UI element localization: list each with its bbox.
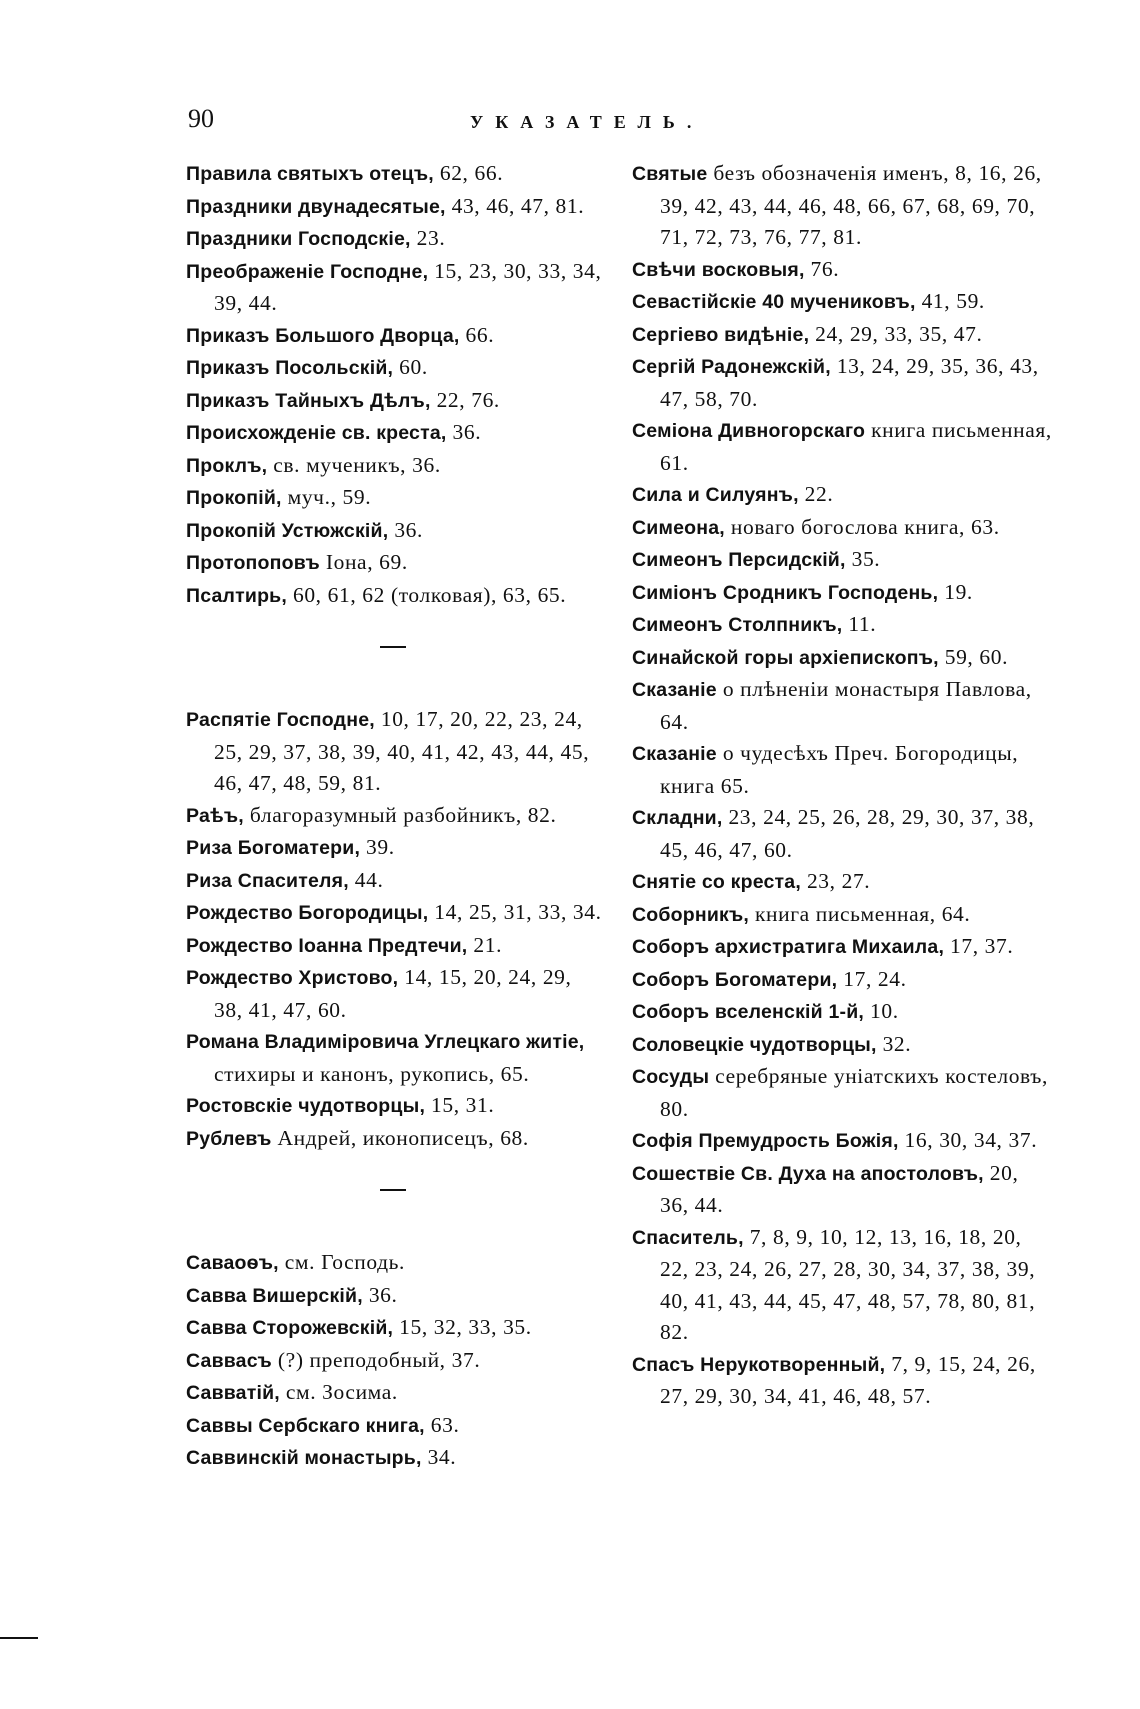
entry-head: Симіонъ Сродникъ Господень, xyxy=(632,581,939,604)
index-entry xyxy=(632,1029,1052,1062)
entry-refs: св. мученикъ, 36. xyxy=(267,452,441,477)
entry-head: Савва Сторожевскій, xyxy=(186,1317,394,1339)
entry-refs: новаго богослова книга, 63. xyxy=(724,514,1000,539)
entry-refs: 21. xyxy=(467,932,503,957)
index-entry xyxy=(186,385,604,418)
entry-head: Сила и Силуянъ, xyxy=(632,484,799,506)
entry-head: Сосуды xyxy=(632,1066,710,1088)
index-entry xyxy=(632,286,1052,319)
entry-refs: Андрей, иконописецъ, 68. xyxy=(271,1125,529,1150)
entry-head: Приказъ Посольскій, xyxy=(186,357,394,379)
entry-head: Синайской горы архіепископъ, xyxy=(632,646,939,669)
index-entry xyxy=(186,1090,604,1123)
index-entry xyxy=(186,158,604,191)
entry-head: Снятіе со креста, xyxy=(632,871,801,893)
entry-refs: 66. xyxy=(459,322,495,347)
index-entry xyxy=(186,800,604,833)
entry-head: Приказъ Тайныхъ Дѣлъ, xyxy=(186,389,431,412)
index-entry xyxy=(186,1280,604,1313)
index-entry xyxy=(632,158,1052,254)
entry-head: Распятіе Господне, xyxy=(186,709,375,731)
entry-head: Складни, xyxy=(632,807,723,829)
entry-refs: 17, 24. xyxy=(837,966,907,991)
entry-head: Соборъ Богоматери, xyxy=(632,968,838,991)
index-entry xyxy=(186,191,604,224)
entry-head: Савва Вишерскій, xyxy=(186,1284,363,1307)
entry-refs: 15, 32, 33, 35. xyxy=(393,1315,532,1339)
entry-refs: 15, 23, 30, 33, 34, 39, 44. xyxy=(214,258,602,315)
entry-head: Свѣчи восковыя, xyxy=(632,258,805,281)
entry-head: Савватій, xyxy=(186,1382,280,1404)
index-entry xyxy=(632,351,1052,415)
index-entry xyxy=(632,1349,1052,1413)
entry-refs: (?) преподобный, 37. xyxy=(271,1347,481,1372)
entry-refs: серебряные уніатскихъ костеловъ, 80. xyxy=(660,1064,1048,1121)
entry-refs: 60. xyxy=(393,355,428,379)
index-entry xyxy=(632,415,1052,479)
entry-head: Сошествіе Св. Духа на апостоловъ, xyxy=(632,1162,984,1185)
entry-refs: 34. xyxy=(421,1445,457,1469)
entry-refs: 17, 37. xyxy=(944,934,1014,958)
entry-head: Раѣъ, xyxy=(186,804,244,827)
entry-head: Сергій Радонежскій, xyxy=(632,356,831,378)
entry-head: Соборникъ, xyxy=(632,903,750,926)
margin-dash-mark xyxy=(0,1637,38,1639)
index-entry xyxy=(186,1123,604,1156)
entry-refs: 23. xyxy=(410,226,446,250)
index-entry xyxy=(632,1158,1052,1222)
entry-refs: 63. xyxy=(424,1412,460,1437)
entry-refs: 11. xyxy=(842,612,877,636)
entry-refs: 14, 25, 31, 33, 34. xyxy=(428,900,602,924)
entry-refs: благоразумный разбойникъ, 82. xyxy=(243,802,557,827)
entry-refs: 36. xyxy=(446,420,482,444)
index-entry xyxy=(186,417,604,450)
entry-head: Семіона Дивногорскаго xyxy=(632,420,866,442)
index-entry xyxy=(632,899,1052,932)
entry-refs: 59, 60. xyxy=(938,644,1009,669)
entry-refs: 23, 27. xyxy=(800,869,871,893)
right-column xyxy=(632,158,1052,1413)
index-entry xyxy=(632,931,1052,964)
entry-head: Саваоѳъ, xyxy=(186,1252,279,1274)
index-entry xyxy=(632,254,1052,287)
index-entry xyxy=(186,1026,604,1090)
index-entry xyxy=(632,512,1052,545)
index-entry xyxy=(632,577,1052,610)
entry-refs: о чудесѣхъ Преч. Богородицы, книга 65. xyxy=(660,741,1019,798)
entry-refs: 14, 15, 20, 24, 29, 38, 41, 47, 60. xyxy=(214,965,572,1022)
index-entry xyxy=(632,964,1052,997)
entry-refs: 39. xyxy=(360,835,395,859)
entry-refs: безъ обозначенія именъ, 8, 16, 26, 39, 42, 43, 44, 46, 48, 66, 67, 68, 69, 70, 71, 72, 73, 76, 77, 81. xyxy=(660,161,1042,249)
entry-head: Святые xyxy=(632,163,708,185)
entry-refs: 35. xyxy=(845,547,881,571)
entry-refs: 16, 30, 34, 37. xyxy=(898,1128,1038,1152)
entry-head: Праздники двунадесятые, xyxy=(186,195,446,218)
entry-head: Симеона, xyxy=(632,516,725,539)
index-group-r xyxy=(186,704,604,1155)
index-entry xyxy=(186,1377,604,1410)
entry-refs: 36. xyxy=(388,517,423,542)
entry-head: Софія Премудрость Божія, xyxy=(632,1130,899,1152)
index-entry xyxy=(632,738,1052,802)
index-entry xyxy=(186,704,604,800)
entry-head: Риза Спасителя, xyxy=(186,869,349,892)
index-entry xyxy=(186,930,604,963)
entry-refs: 20, 36, 44. xyxy=(660,1160,1019,1217)
index-entry xyxy=(632,609,1052,642)
index-entry xyxy=(186,865,604,898)
index-entry xyxy=(632,1125,1052,1158)
entry-refs: 13, 24, 29, 35, 36, 43, 47, 58, 70. xyxy=(660,354,1039,411)
entry-head: Симеонъ Персидскій, xyxy=(632,549,846,571)
index-group-s xyxy=(186,1247,604,1475)
entry-head: Рождество Христово, xyxy=(186,967,399,989)
index-entry xyxy=(186,580,604,613)
entry-refs: муч., 59. xyxy=(281,485,372,509)
entry-refs: 7, 9, 15, 24, 26, 27, 29, 30, 34, 41, 46, 48, 57. xyxy=(660,1351,1036,1408)
entry-head: Соловецкіе чудотворцы, xyxy=(632,1033,877,1056)
entry-head: Преображеніе Господне, xyxy=(186,260,429,283)
entry-head: Саввинскій монастырь, xyxy=(186,1447,422,1469)
entry-refs: 7, 8, 9, 10, 12, 13, 16, 18, 20, 22, 23, 24, 26, 27, 28, 30, 34, 37, 38, 39, 40, 41, 43, 44, 45, 47, 48, 57, 78, 80, 81, 82. xyxy=(660,1224,1036,1344)
entry-refs: см. Господь. xyxy=(278,1250,405,1274)
index-entry xyxy=(632,674,1052,738)
index-entry xyxy=(632,866,1052,899)
index-entry xyxy=(632,1061,1052,1125)
entry-head: Правила святыхъ отецъ, xyxy=(186,163,434,185)
index-entry xyxy=(632,642,1052,675)
entry-head: Приказъ Большого Дворца, xyxy=(186,324,460,347)
entry-refs: 10, 17, 20, 22, 23, 24, 25, 29, 37, 38, 39, 40, 41, 42, 43, 44, 45, 46, 47, 48, 59, 81. xyxy=(214,707,590,795)
entry-head: Сергіево видѣніе, xyxy=(632,323,810,346)
entry-head: Прокопій Устюжскій, xyxy=(186,519,389,542)
entry-refs: 36. xyxy=(362,1282,398,1307)
entry-head: Соборъ вселенскій 1-й, xyxy=(632,1001,865,1023)
index-group-p xyxy=(186,158,604,612)
index-entry xyxy=(186,832,604,865)
entry-refs: 24, 29, 33, 35, 47. xyxy=(809,321,983,346)
index-entry xyxy=(186,352,604,385)
index-entry xyxy=(186,547,604,580)
entry-refs: см. Зосима. xyxy=(279,1380,398,1404)
entry-head: Прокопій, xyxy=(186,487,282,509)
entry-refs: 19. xyxy=(938,579,973,604)
entry-refs: Іона, 69. xyxy=(319,550,408,574)
entry-head: Севастійскіе 40 мучениковъ, xyxy=(632,291,916,313)
entry-head: Сказаніе xyxy=(632,743,717,765)
entry-head: Псалтирь, xyxy=(186,584,287,607)
entry-head: Спасъ Нерукотворенный, xyxy=(632,1353,886,1376)
left-column xyxy=(186,158,604,1475)
index-entry xyxy=(186,515,604,548)
entry-refs: 41, 59. xyxy=(915,289,985,313)
running-title: УКАЗАТЕЛЬ. xyxy=(470,112,704,132)
index-entry xyxy=(186,256,604,320)
index-entry xyxy=(632,479,1052,512)
entry-head: Рождество Іоанна Предтечи, xyxy=(186,934,468,957)
entry-refs: 23, 24, 25, 26, 28, 29, 30, 37, 38, 45, 46, 47, 60. xyxy=(660,805,1035,862)
entry-refs: 60, 61, 62 (толковая), 63, 65. xyxy=(287,582,567,607)
index-entry xyxy=(632,544,1052,577)
index-entry xyxy=(186,1345,604,1378)
entry-refs: 43, 46, 47, 81. xyxy=(445,193,585,218)
index-entry xyxy=(186,320,604,353)
index-entry xyxy=(632,802,1052,866)
entry-refs: книга письменная, 61. xyxy=(660,418,1052,475)
entry-refs: книга письменная, 64. xyxy=(749,901,971,926)
entry-head: Романа Владиміровича Углецкаго житіе, xyxy=(186,1031,585,1053)
entry-refs: стихиры и канонъ, рукопись, 65. xyxy=(214,1061,530,1086)
entry-refs: 22, 76. xyxy=(430,387,500,412)
index-entry xyxy=(186,897,604,930)
index-entry xyxy=(186,450,604,483)
entry-head: Симеонъ Столпникъ, xyxy=(632,614,843,636)
index-entry xyxy=(186,962,604,1026)
entry-head: Сказаніе xyxy=(632,679,717,701)
index-entry xyxy=(186,1410,604,1443)
entry-head: Ростовскіе чудотворцы, xyxy=(186,1095,426,1117)
entry-head: Риза Богоматери, xyxy=(186,837,361,859)
entry-head: Рублевъ xyxy=(186,1127,272,1150)
entry-head: Рождество Богородицы, xyxy=(186,902,429,924)
entry-head: Проклъ, xyxy=(186,454,268,477)
entry-refs: 62, 66. xyxy=(433,161,504,185)
index-entry xyxy=(186,1442,604,1475)
index-entry xyxy=(186,223,604,256)
entry-refs: 44. xyxy=(348,867,384,892)
entry-refs: 10. xyxy=(864,999,899,1023)
entry-head: Спаситель, xyxy=(632,1226,744,1249)
entry-head: Происхожденіе св. креста, xyxy=(186,422,447,444)
entry-refs: о плѣненіи монастыря Павлова, 64. xyxy=(660,677,1032,734)
entry-head: Соборъ архистратига Михаила, xyxy=(632,936,945,958)
entry-head: Саввасъ xyxy=(186,1349,272,1372)
entry-head: Протопоповъ xyxy=(186,552,320,574)
index-entry xyxy=(632,1222,1052,1349)
index-entry xyxy=(186,1247,604,1280)
entry-head: Саввы Сербскаго книга, xyxy=(186,1414,425,1437)
index-entry xyxy=(186,1312,604,1345)
entry-refs: 32. xyxy=(876,1031,912,1056)
page-number: 90 xyxy=(188,104,214,133)
entry-refs: 22. xyxy=(798,482,834,506)
index-entry xyxy=(186,482,604,515)
entry-refs: 76. xyxy=(804,256,840,281)
entry-refs: 15, 31. xyxy=(425,1093,495,1117)
index-entry xyxy=(632,319,1052,352)
index-entry xyxy=(632,996,1052,1029)
entry-head: Праздники Господскіе, xyxy=(186,228,411,250)
